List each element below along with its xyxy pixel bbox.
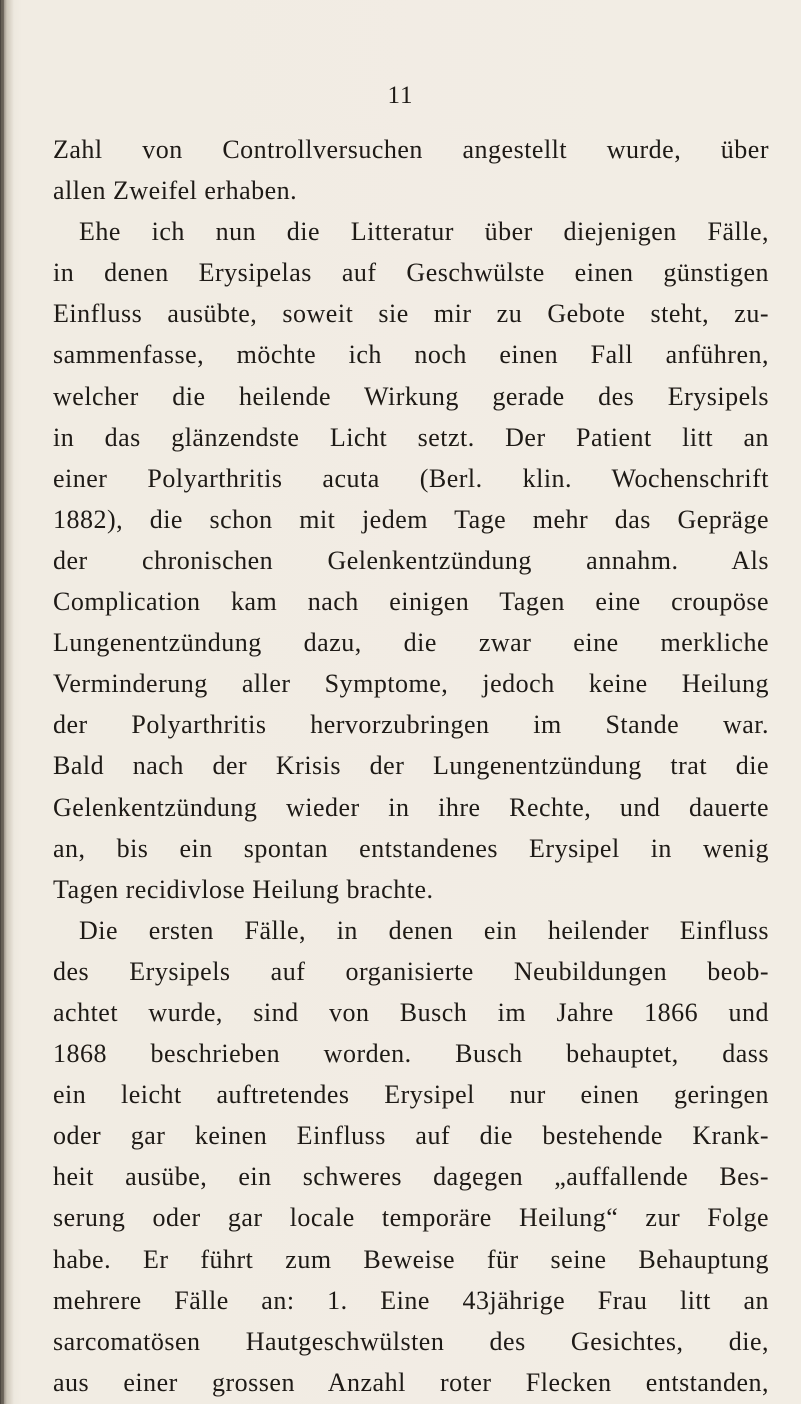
- text-line: achtet wurde, sind von Busch im Jahre 1866 und: [53, 997, 769, 1027]
- text-line: sarcomatösen Hautgeschwülsten des Gesichtes, die,: [53, 1326, 769, 1356]
- text-line: Gelenkentzündung wieder in ihre Rechte, und dauerte: [53, 792, 769, 822]
- text-line: Die ersten Fälle, in denen ein heilender Einfluss: [79, 915, 769, 945]
- page-number: 11: [387, 82, 414, 109]
- text-line: oder gar keinen Einfluss auf die bestehende Krank-: [53, 1121, 769, 1151]
- text-line: sammenfasse, möchte ich noch einen Fall anführen,: [53, 340, 769, 370]
- text-line: in das glänzendste Licht setzt. Der Patient litt an: [53, 422, 769, 452]
- text-line: ein leicht auftretendes Erysipel nur einen geringen: [53, 1080, 769, 1110]
- text-line: Tagen recidivlose Heilung brachte.: [53, 874, 434, 904]
- text-line: 1882), die schon mit jedem Tage mehr das Gepräge: [53, 504, 769, 534]
- text-line: einer Polyarthritis acuta (Berl. klin. Wochenschrift: [53, 463, 769, 493]
- text-line: 1868 beschrieben worden. Busch behauptet, dass: [53, 1039, 769, 1069]
- text-line: der Polyarthritis hervorzubringen im Stande war.: [53, 710, 769, 740]
- text-line: des Erysipels auf organisierte Neubildungen beob-: [53, 956, 769, 986]
- text-line: Lungenentzündung dazu, die zwar eine merkliche: [53, 628, 769, 658]
- text-line: mehrere Fälle an: 1. Eine 43jährige Frau litt an: [53, 1285, 769, 1315]
- text-line: Einfluss ausübte, soweit sie mir zu Gebote steht, zu-: [53, 299, 769, 329]
- body-text: [53, 129, 769, 1403]
- text-line: Ehe ich nun die Litteratur über diejenigen Fälle,: [79, 217, 769, 247]
- text-line: serung oder gar locale temporäre Heilung“ zur Folge: [53, 1203, 769, 1233]
- text-line: habe. Er führt zum Beweise für seine Behauptung: [53, 1244, 769, 1274]
- text-line: welcher die heilende Wirkung gerade des Erysipels: [53, 381, 769, 411]
- text-line: Complication kam nach einigen Tagen eine croupöse: [53, 587, 769, 617]
- text-line: der chronischen Gelenkentzündung annahm. Als: [53, 545, 769, 575]
- text-line: allen Zweifel erhaben.: [53, 176, 298, 206]
- text-line: aus einer grossen Anzahl roter Flecken entstanden,: [53, 1367, 769, 1397]
- text-line: in denen Erysipelas auf Geschwülste einen günstigen: [53, 258, 769, 288]
- binding-line: [2, 0, 4, 1404]
- text-line: Bald nach der Krisis der Lungenentzündung trat die: [53, 751, 769, 781]
- text-line: heit ausübe, ein schweres dagegen „auffallende Bes-: [53, 1162, 769, 1192]
- text-line: Zahl von Controllversuchen angestellt wurde, über: [53, 135, 769, 164]
- text-line: an, bis ein spontan entstandenes Erysipel in wenig: [53, 833, 769, 863]
- text-line: Verminderung aller Symptome, jedoch keine Heilung: [53, 669, 769, 699]
